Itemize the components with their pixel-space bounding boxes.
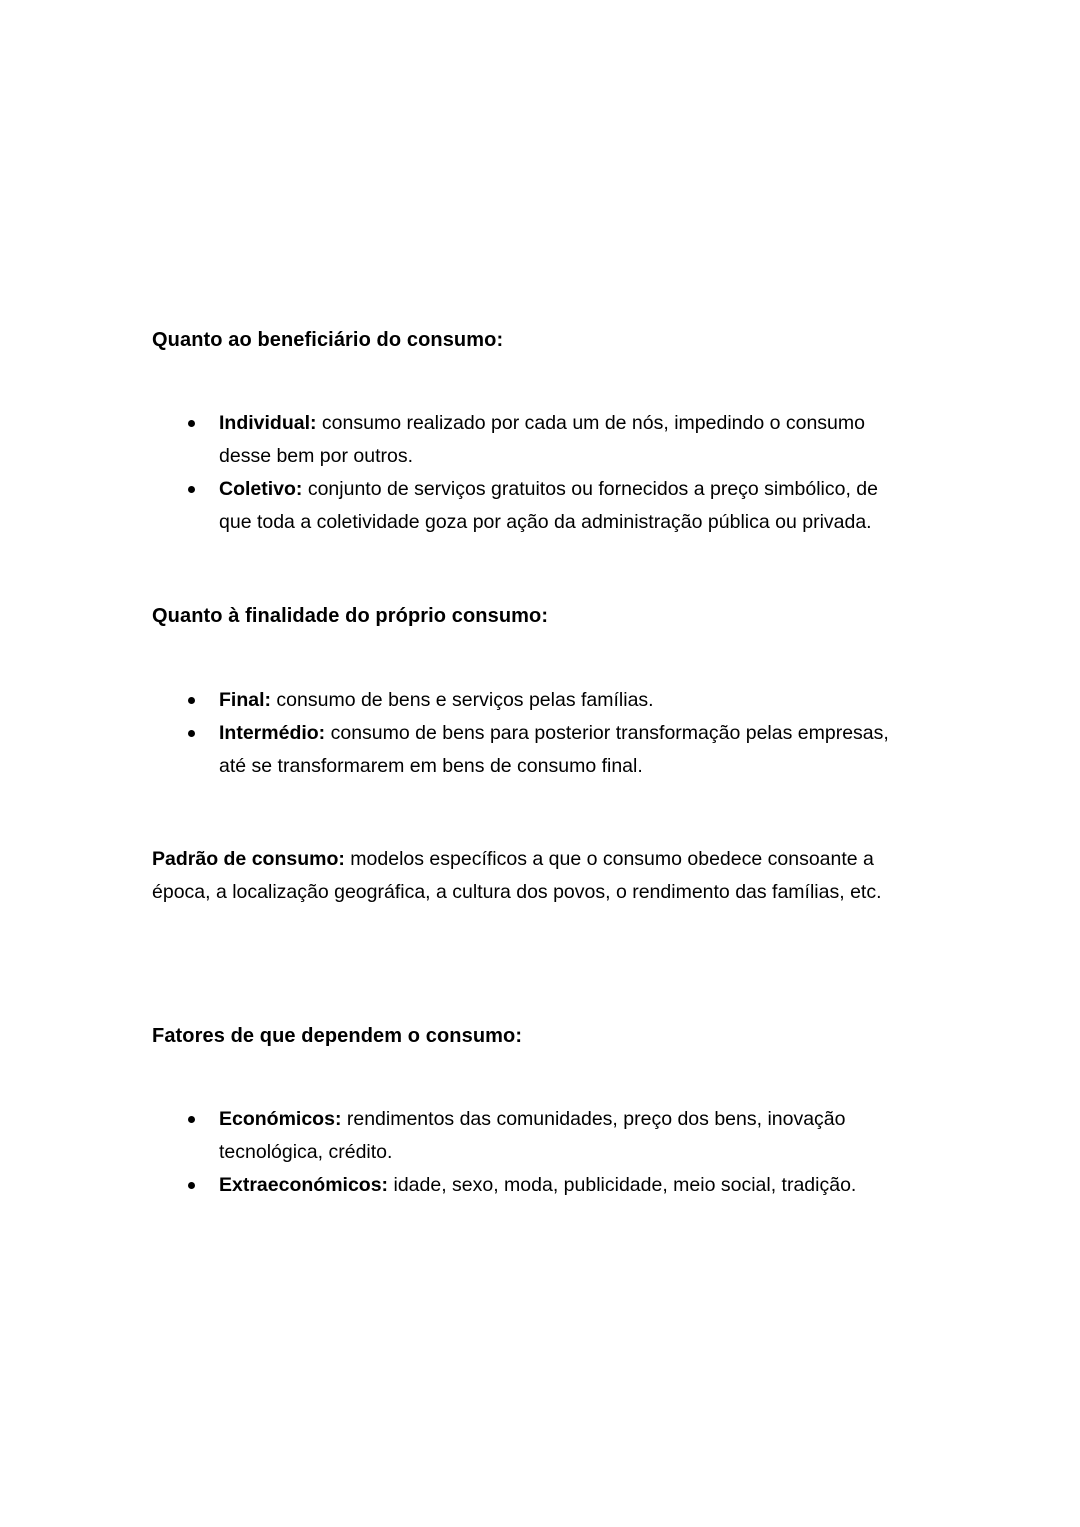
spacer <box>152 1051 914 1103</box>
bullet-dot-icon <box>188 730 195 737</box>
spacer <box>152 783 914 843</box>
bullet-dot-icon <box>188 1182 195 1189</box>
list-item <box>152 684 914 717</box>
spacer <box>152 631 914 684</box>
paragraph-text: modelos específicos a que o consumo obedece consoante a época, a localização geográfica, a cultura dos povos, o rendimento das famílias, etc. <box>152 848 882 903</box>
list-item-term: Individual: <box>219 412 317 434</box>
list-item-term: Económicos: <box>219 1108 342 1130</box>
section-heading-finalidade: Quanto à finalidade do próprio consumo: <box>152 605 549 627</box>
bullet-list-beneficiario <box>152 407 914 539</box>
list-item <box>152 1103 914 1169</box>
list-item <box>152 407 914 473</box>
bullet-list-finalidade <box>152 684 914 783</box>
list-item-text: conjunto de serviços gratuitos ou fornecidos a preço simbólico, de que toda a coletividade goza por ação da administração pública ou privada. <box>219 478 878 533</box>
document-content <box>152 326 914 1202</box>
list-item-term: Final: <box>219 689 271 711</box>
bullet-dot-icon <box>188 1116 195 1123</box>
list-item <box>152 473 914 539</box>
section-heading-beneficiario: Quanto ao beneficiário do consumo: <box>152 329 504 351</box>
list-item-text: consumo realizado por cada um de nós, impedindo o consumo desse bem por outros. <box>219 412 865 467</box>
section-heading-fatores: Fatores de que dependem o consumo: <box>152 1025 523 1047</box>
list-item-term: Intermédio: <box>219 722 326 744</box>
bullet-list-fatores <box>152 1103 914 1202</box>
list-item-text: idade, sexo, moda, publicidade, meio social, tradição. <box>388 1174 857 1196</box>
list-item-term: Extraeconómicos: <box>219 1174 389 1196</box>
bullet-dot-icon <box>188 697 195 704</box>
bullet-dot-icon <box>188 420 195 427</box>
bullet-dot-icon <box>188 486 195 493</box>
list-item <box>152 717 914 783</box>
spacer <box>152 909 914 1022</box>
spacer <box>152 539 914 602</box>
list-item-text: consumo de bens e serviços pelas famílias. <box>271 689 654 711</box>
spacer <box>152 355 914 407</box>
list-item-text: rendimentos das comunidades, preço dos bens, inovação tecnológica, crédito. <box>219 1108 846 1163</box>
paragraph-padrao-consumo <box>152 843 914 909</box>
paragraph-term: Padrão de consumo: <box>152 848 345 870</box>
list-item <box>152 1169 914 1202</box>
list-item-term: Coletivo: <box>219 478 303 500</box>
list-item-text: consumo de bens para posterior transformação pelas empresas, até se transformarem em bens de consumo final. <box>219 722 889 777</box>
